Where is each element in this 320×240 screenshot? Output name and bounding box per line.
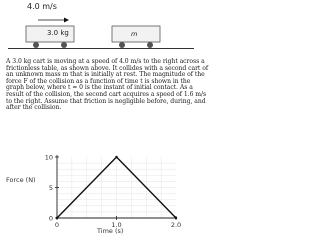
velocity-arrowhead (64, 18, 69, 23)
second-cart-mass-label: m (131, 30, 138, 38)
problem-statement (6, 58, 209, 112)
problem-line: after the collision. (6, 104, 62, 112)
cart-m-wheel-right (147, 42, 153, 48)
y-tick-label: 5 (48, 183, 53, 192)
y-tick-label: 0 (48, 214, 53, 223)
problem-line: force F of the collision as a function of time t is shown in the (6, 77, 191, 85)
problem-line: A 3.0 kg cart is moving at a speed of 4.0 m/s to the right across a (6, 58, 205, 65)
problem-line: to the right. Assume that friction is negligible before, during, and (6, 97, 206, 105)
y-tick-label: 10 (44, 153, 53, 162)
cart-3kg-wheel-left (33, 42, 39, 48)
force-time-graph (0, 150, 200, 235)
force-data-point (56, 217, 58, 219)
x-tick-label: 1.0 (111, 221, 122, 229)
force-data-point (115, 156, 117, 158)
problem-line: result of the collision, the second cart acquires a speed of 1.6 m/s (6, 90, 207, 98)
velocity-label: 4.0 m/s (27, 2, 57, 11)
problem-line: frictionless table, as shown above. It collides with a second cart of (6, 64, 209, 72)
x-tick-label: 0 (54, 221, 60, 229)
problem-line: an unknown mass m that is initially at rest. The magnitude of the (6, 71, 205, 79)
problem-line: graph below, where t = 0 is the instant of initial contact. As a (6, 84, 193, 92)
cart-m-wheel-left (119, 42, 125, 48)
cart-3kg-wheel-right (61, 42, 67, 48)
cart-mass-label: 3.0 kg (47, 29, 69, 37)
force-data-point (175, 217, 177, 219)
x-tick-label: 2.0 (170, 221, 182, 229)
y-axis-label: Force (N) (6, 176, 36, 184)
x-axis-label: Time (s) (97, 227, 124, 235)
